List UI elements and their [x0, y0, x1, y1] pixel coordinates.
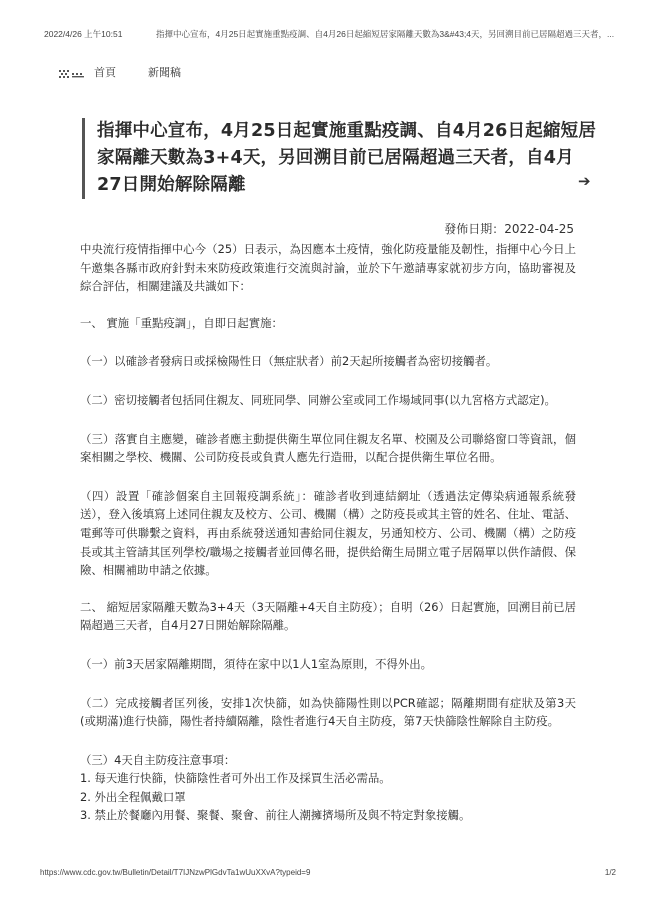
section2-item2: （二）完成接觸者匡列後，安排1次快篩，如為快篩陽性則以PCR確認；隔離期間有症狀及第3天(或期滿)進行快篩，陽性者持續隔離，陰性者進行4天自主防疫，第7天快篩陰性解除自主防疫。 [80, 695, 576, 729]
section1-item1: （一）以確診者發病日或採檢陽性日（無症狀者）前2天起所接觸者為密切接觸者。 [80, 354, 498, 369]
breadcrumb-nav [58, 62, 213, 82]
publish-date: 發佈日期：2022-04-25 [444, 222, 574, 236]
section1-heading: 一、 實施「重點疫調」，自即日起實施： [80, 315, 283, 330]
article-title-block [82, 118, 597, 199]
print-page-number: 1/2 [604, 868, 616, 877]
section2-item1: （一）前3天居家隔離期間，須待在家中以1人1室為原則，不得外出。 [80, 656, 433, 671]
back-arrow-icon[interactable]: ➔ [578, 172, 591, 190]
article-title: 指揮中心宣布，4月25日起實施重點疫調、自4月26日起縮短居家隔離天數為3+4天，另回溯目前已居隔超過三天者，自4月27日開始解除隔離 [97, 121, 597, 195]
breadcrumb-home[interactable]: 首頁 [94, 66, 116, 79]
print-footer [40, 868, 616, 880]
section2-item3-sub1: 1. 每天進行快篩，快篩陰性者可外出工作及採買生活必需品。 [80, 771, 391, 786]
section2-heading: 二、 縮短居家隔離天數為3+4天（3天隔離+4天自主防疫）；自明（26）日起實施，回溯目前已居隔超過三天者，自4月27日開始解除隔離。 [80, 599, 576, 633]
article-body [80, 240, 576, 825]
intro-paragraph: 中央流行疫情指揮中心今（25）日表示，為因應本土疫情，強化防疫量能及韌性，指揮中心今日上午邀集各縣市政府針對未來防疫政策進行交流與討論，並於下午邀請專家就初步方向，協助審視及綜合評估，相關建議及共識如下： [80, 242, 576, 294]
print-page-title: 指揮中心宣布，4月25日起實施重點疫調、自4月26日起縮短居家隔離天數為3&#43;4天，另回溯目前已居隔超過三天者，... [156, 29, 615, 39]
section2-item3: （三）4天自主防疫注意事項： [80, 752, 236, 767]
print-timestamp: 2022/4/26 上午10:51 [44, 29, 123, 39]
breadcrumb-news[interactable]: 新聞稿 [148, 66, 181, 79]
print-url: https://www.cdc.gov.tw/Bulletin/Detail/T7IJNzwPlGdvTa1wUuXXvA?typeid=9 [40, 868, 311, 877]
home-icon[interactable] [58, 66, 86, 78]
print-header [44, 28, 636, 42]
section1-item3: （三）落實自主應變，確診者應主動提供衛生單位同住親友名單、校園及公司聯絡窗口等資訊，個案相關之學校、機關、公司防疫長或負責人應先行造冊，以配合提供衛生單位名冊。 [80, 431, 576, 465]
section2-item3-sub2: 2. 外出全程佩戴口罩 [80, 789, 186, 804]
section1-item2: （二）密切接觸者包括同住親友、同班同學、同辦公室或同工作場域同事(以九宮格方式認定)。 [80, 392, 556, 407]
section2-item3-sub3: 3. 禁止於餐廳內用餐、聚餐、聚會、前往人潮擁擠場所及與不特定對象接觸。 [80, 808, 471, 823]
section1-item4: （四）設置「確診個案自主回報疫調系統」：確診者收到連結網址（透過法定傳染病通報系統發送），登入後填寫上述同住親友及校方、公司、機關（構）之防疫長或其主管的姓名、住址、電話、電郵等可供聯繫之資料，再由系統發送通知書給同住親友，另通知校方、公司、機關（構）之防疫長或其主管請其匡列學校/職場之接觸者並回傳名冊，提供給衛生局開立電子居隔單以供作請假、保險、相關補助申請之依據。 [80, 488, 576, 578]
